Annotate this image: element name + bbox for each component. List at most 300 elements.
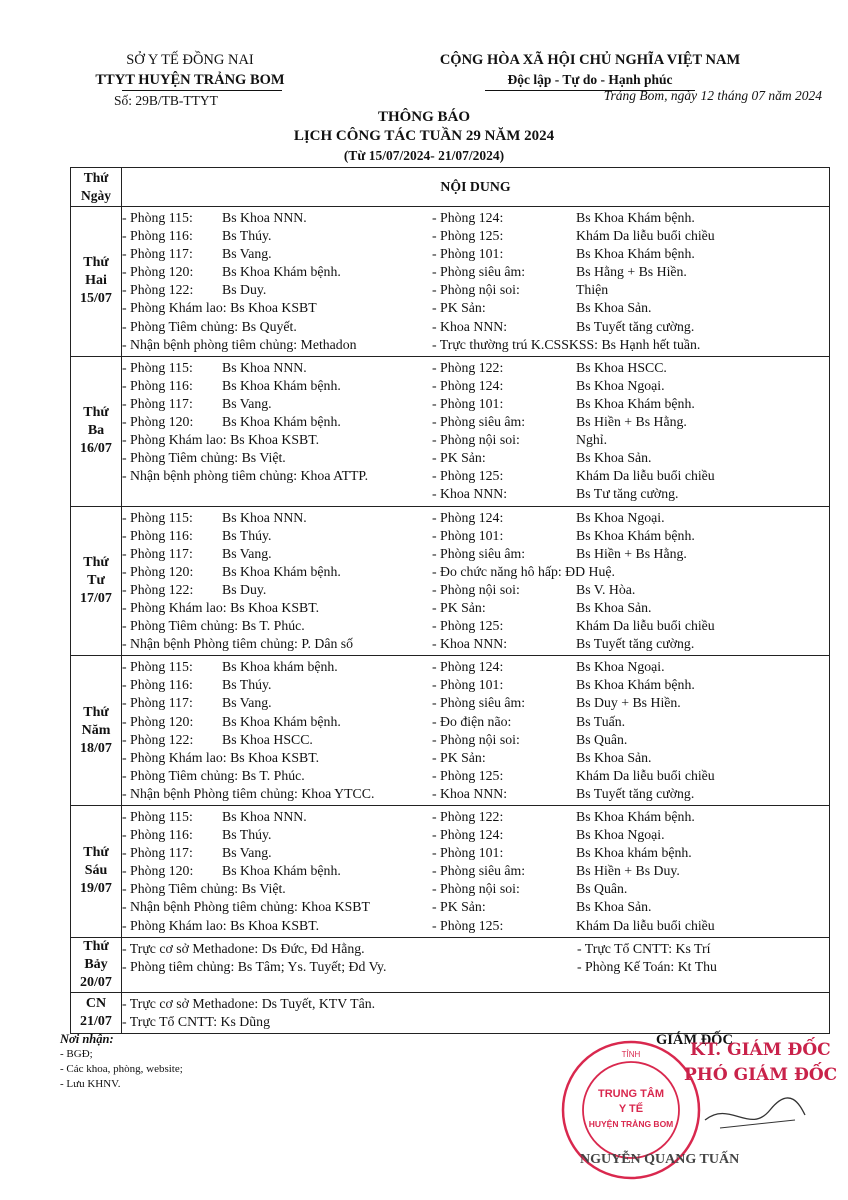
schedule-entry: [122, 880, 432, 898]
entry-label: - Phòng 122:: [432, 809, 504, 824]
table-header-row: [71, 168, 830, 207]
schedule-entry: [432, 635, 829, 653]
schedule-entry: [122, 713, 432, 731]
entry-label: - Nhận bệnh phòng tiêm chủng: Methadon: [122, 336, 357, 352]
signature-scribble: [700, 1090, 810, 1140]
schedule-entry: [122, 581, 432, 599]
entry-value: Bs Khoa Khám bệnh.: [576, 809, 695, 824]
day-label: Thứ: [83, 255, 109, 271]
schedule-entry: [432, 826, 829, 844]
entry-value: Bs Quân.: [576, 731, 628, 747]
schedule-entry: [122, 808, 432, 826]
day-label: 17/07: [80, 590, 112, 606]
schedule-entry: [432, 449, 829, 467]
day-label: Thứ: [83, 938, 109, 954]
schedule-entry: [432, 318, 829, 336]
day-row: [71, 207, 830, 357]
col-day-header-2: Ngày: [81, 188, 111, 203]
schedule-entry: [122, 917, 432, 935]
schedule-entry: [432, 395, 829, 413]
entry-label: - Phòng 124:: [432, 659, 504, 675]
schedule-entry: [432, 413, 829, 431]
entry-value: Bs Khoa Khám bệnh.: [576, 677, 695, 693]
entry-value: Bs Thúy.: [222, 527, 272, 543]
entry-label: - Phòng Khám lao: Bs Khoa KSBT: [122, 300, 317, 316]
entry-label: - Đo chức năng hô hấp: ĐD Huệ.: [432, 563, 615, 579]
entry-label: - Nhận bệnh Phòng tiêm chủng: Khoa KSBT: [122, 899, 370, 915]
entry-label: - Phòng 117:: [122, 695, 193, 711]
day-cell: [71, 506, 122, 656]
schedule-entry: [432, 694, 829, 712]
day-cell: [71, 656, 122, 806]
schedule-entry: [122, 563, 432, 581]
entry-label: - Phòng Khám lao: Bs Khoa KSBT.: [122, 917, 320, 933]
content-right-column: [432, 509, 829, 654]
entry-label: - Phòng nội soi:: [432, 581, 520, 597]
schedule-entry: [432, 545, 829, 563]
col-day-header-1: Thứ: [83, 170, 109, 185]
schedule-entry: [122, 749, 432, 767]
schedule-entry: [122, 844, 432, 862]
entry-label: - Phòng 125:: [432, 228, 504, 244]
entry-value: Bs Khoa Khám bệnh.: [222, 264, 341, 280]
entry-label: - Phòng 122:: [122, 282, 194, 298]
schedule-entry: [432, 336, 829, 354]
entry-label: - Phòng siêu âm:: [432, 414, 526, 430]
schedule-entry: [432, 731, 829, 749]
svg-text:TỈNH: TỈNH: [621, 1050, 641, 1059]
day-content: [122, 656, 830, 806]
entry-label: - Khoa NNN:: [432, 785, 508, 801]
entry-value: Bs Tư tăng cường.: [576, 486, 679, 502]
day-label: 18/07: [80, 740, 112, 756]
day-label: 21/07: [80, 1013, 112, 1029]
entry-label: - PK Sản:: [432, 899, 486, 915]
content-left-column: [122, 359, 432, 504]
entry-value: Bs Vang.: [222, 695, 272, 711]
schedule-entry: [432, 880, 829, 898]
entry-value: Bs Tuyết tăng cường.: [576, 785, 695, 801]
day-content: [122, 207, 830, 357]
entry-label: - Phòng 116:: [122, 677, 193, 693]
entry-label: - Phòng 125:: [432, 917, 504, 933]
signature-role: GIÁM ĐỐC: [656, 1032, 733, 1048]
recipients: [60, 1032, 183, 1092]
entry-value: Bs Hằng + Bs Hiền.: [576, 264, 687, 280]
entry-value: Bs Khoa NNN.: [222, 359, 307, 375]
entry-label: - Phòng 117:: [122, 395, 193, 411]
entry-value: Bs Hiền + Bs Hằng.: [576, 545, 687, 561]
entry-value: Bs Khoa Sản.: [576, 899, 652, 915]
entry-value: Bs Khoa Khám bệnh.: [222, 863, 341, 879]
recipients-title: Nơi nhận:: [60, 1032, 114, 1046]
signature-handwritten: [684, 1038, 838, 1088]
schedule-entry: [432, 917, 829, 935]
schedule-entry: [432, 431, 829, 449]
doc-number: Số: 29B/TB-TTYT: [114, 93, 218, 108]
schedule-entry: [432, 527, 829, 545]
entry-value: Bs Tuấn.: [576, 713, 626, 729]
recipient-item: - Các khoa, phòng, website;: [60, 1063, 183, 1075]
content-left-column: [122, 808, 432, 935]
entry-value: Bs Khoa NNN.: [222, 210, 307, 225]
schedule-entry: - Trực cơ sở Methadone: Ds Tuyết, KTV Tân.: [122, 995, 376, 1011]
schedule-entry: [432, 245, 829, 263]
schedule-entry: [432, 485, 829, 503]
schedule-table: [70, 167, 830, 1034]
day-label: Hai: [85, 273, 107, 289]
schedule-entry: [432, 713, 829, 731]
schedule-entry: [432, 785, 829, 803]
schedule-entry: [432, 263, 829, 281]
schedule-entry: - Phòng Kế Toán: Kt Thu: [577, 958, 717, 974]
entry-label: - Phòng siêu âm:: [432, 264, 526, 280]
entry-value: Bs Khoa Ngoại.: [576, 509, 665, 525]
entry-value: Bs Khoa HSCC.: [576, 359, 667, 375]
day-content: [122, 356, 830, 506]
schedule-entry: [122, 826, 432, 844]
schedule-entry: - Phòng tiêm chủng: Bs Tâm; Ys. Tuyết; Đd Vy.: [122, 958, 387, 974]
schedule-entry: [432, 227, 829, 245]
entry-value: Bs Tuyết tăng cường.: [576, 636, 695, 652]
day-label: Thứ: [83, 704, 109, 720]
schedule-entry: [122, 299, 432, 317]
entry-value: Bs Thúy.: [222, 228, 272, 244]
entry-label: - Phòng 115:: [122, 659, 193, 675]
schedule-entry: [432, 563, 829, 581]
entry-label: - PK Sản:: [432, 450, 486, 466]
entry-value: Bs Vang.: [222, 845, 272, 861]
entry-label: - Phòng 125:: [432, 468, 504, 484]
entry-label: - Phòng 120:: [122, 563, 194, 579]
entry-label: - Phòng nội soi:: [432, 432, 520, 448]
entry-label: - Phòng 115:: [122, 509, 193, 525]
entry-value: Bs Khoa Ngoại.: [576, 659, 665, 675]
day-row: [71, 806, 830, 938]
col-content-header: NỘI DUNG: [122, 168, 830, 207]
entry-label: - Phòng Tiêm chủng: Bs Quyết.: [122, 318, 297, 334]
entry-label: - Phòng 116:: [122, 228, 193, 244]
entry-value: Bs Tuyết tăng cường.: [576, 318, 695, 334]
recipient-item: - BGĐ;: [60, 1048, 93, 1060]
content-right-column: [432, 808, 829, 935]
entry-label: - PK Sản:: [432, 749, 486, 765]
entry-label: - Phòng 124:: [432, 210, 504, 225]
schedule-entry: [122, 676, 432, 694]
day-label: 19/07: [80, 881, 112, 897]
entry-value: Bs Vang.: [222, 246, 272, 262]
schedule-entry: [122, 395, 432, 413]
place-date: Trảng Bom, ngày 12 tháng 07 năm 2024: [603, 88, 822, 103]
schedule-entry: - Trực Tổ CNTT: Ks Trí: [577, 940, 711, 956]
header-left: [60, 50, 320, 111]
schedule-entry: - Trực Tổ CNTT: Ks Dũng: [122, 1013, 270, 1029]
entry-value: Bs Khoa Khám bệnh.: [222, 713, 341, 729]
entry-label: - Phòng 120:: [122, 863, 194, 879]
schedule-entry: [122, 263, 432, 281]
entry-value: Bs Hiền + Bs Hằng.: [576, 414, 687, 430]
header-right: [380, 50, 800, 91]
day-label: Năm: [81, 722, 111, 738]
entry-value: Bs Duy.: [222, 581, 267, 597]
entry-value: Bs Khoa Sản.: [576, 599, 652, 615]
entry-value: Khám Da liễu buổi chiều: [576, 468, 715, 484]
day-row: [71, 506, 830, 656]
entry-value: Bs Khoa Khám bệnh.: [576, 395, 695, 411]
entry-value: Bs Thúy.: [222, 827, 272, 843]
schedule-entry: [122, 527, 432, 545]
content-right-column: [432, 658, 829, 803]
entry-value: Nghỉ.: [576, 432, 608, 448]
entry-label: - Phòng 120:: [122, 713, 194, 729]
content-left-column: [122, 940, 577, 976]
entry-label: - Phòng 117:: [122, 545, 193, 561]
entry-label: - Phòng 122:: [122, 731, 194, 747]
content-left-column: [122, 658, 432, 803]
entry-label: - Phòng 117:: [122, 845, 193, 861]
handwritten-line-2: PHÓ GIÁM ĐỐC: [684, 1065, 838, 1085]
entry-label: - Phòng 122:: [432, 359, 504, 375]
entry-label: - Phòng Tiêm chủng: Bs T. Phúc.: [122, 767, 305, 783]
entry-label: - Nhận bệnh Phòng tiêm chủng: P. Dân số: [122, 636, 354, 652]
schedule-entry: [122, 731, 432, 749]
entry-label: - Phòng 116:: [122, 377, 193, 393]
day-rows: [71, 207, 830, 1034]
entry-label: - Phòng nội soi:: [432, 881, 520, 897]
schedule-entry: [432, 299, 829, 317]
day-cell: [71, 937, 122, 992]
schedule-entry: [432, 749, 829, 767]
day-label: Ba: [87, 423, 105, 439]
entry-value: Khám Da liễu buổi chiều: [576, 228, 715, 244]
entry-label: - Phòng Khám lao: Bs Khoa KSBT.: [122, 432, 320, 448]
day-label: 20/07: [80, 974, 112, 990]
entry-label: - Phòng 115:: [122, 809, 193, 824]
day-label: Sáu: [84, 863, 108, 879]
entry-label: - Phòng 125:: [432, 618, 504, 634]
entry-label: - Phòng nội soi:: [432, 731, 520, 747]
entry-value: Bs Khoa Sản.: [576, 300, 652, 316]
entry-value: Bs V. Hòa.: [576, 581, 636, 597]
entry-label: - Khoa NNN:: [432, 486, 508, 502]
content-left-column: [122, 509, 432, 654]
entry-value: Khám Da liễu buổi chiều: [576, 917, 715, 933]
org-parent: SỞ Y TẾ ĐỒNG NAI: [126, 52, 254, 68]
entry-value: Bs Khoa khám bệnh.: [222, 659, 338, 675]
entry-value: Bs Duy.: [222, 282, 267, 298]
schedule-entry: [122, 209, 432, 227]
entry-value: Bs Khoa Ngoại.: [576, 377, 665, 393]
entry-label: - Phòng 116:: [122, 827, 193, 843]
schedule-entry: [432, 617, 829, 635]
entry-value: Bs Khoa NNN.: [222, 509, 307, 525]
entry-label: - Phòng 101:: [432, 527, 504, 543]
day-content: [122, 937, 830, 992]
schedule-entry: [432, 467, 829, 485]
schedule-entry: [122, 617, 432, 635]
entry-label: - Phòng 122:: [122, 581, 194, 597]
schedule-entry: [432, 581, 829, 599]
schedule-entry: [122, 431, 432, 449]
content-right-column: [577, 940, 829, 976]
schedule-entry: [122, 318, 432, 336]
entry-value: Bs Khoa Khám bệnh.: [576, 246, 695, 262]
entry-label: - Đo điện não:: [432, 713, 512, 729]
day-content: [122, 506, 830, 656]
motto: Độc lập - Tự do - Hạnh phúc: [507, 72, 673, 87]
handwritten-line-1: KT. GIÁM ĐỐC: [690, 1040, 831, 1060]
schedule-entry: [122, 509, 432, 527]
entry-label: - Phòng 101:: [432, 677, 504, 693]
document-title: [0, 108, 848, 165]
entry-label: - Trực thường trú K.CSSKSS: Bs Hạnh hết tuần.: [432, 336, 701, 352]
entry-value: Bs Khoa Khám bệnh.: [222, 563, 341, 579]
entry-label: - Phòng Khám lao: Bs Khoa KSBT.: [122, 599, 320, 615]
entry-value: Bs Khoa Sản.: [576, 450, 652, 466]
schedule-entry: [432, 509, 829, 527]
col-day-header: [71, 168, 122, 207]
schedule-entry: [432, 359, 829, 377]
day-row-saturday: [71, 937, 830, 992]
entry-value: Bs Khoa HSCC.: [222, 731, 313, 747]
schedule-entry: [432, 599, 829, 617]
schedule-entry: [122, 635, 432, 653]
day-row-sunday: [71, 992, 830, 1033]
schedule-entry: [122, 767, 432, 785]
content-right-column: [432, 209, 829, 354]
title-notice: THÔNG BÁO: [377, 109, 471, 125]
entry-label: - Nhận bệnh phòng tiêm chủng: Khoa ATTP.: [122, 468, 369, 484]
schedule-entry: [122, 599, 432, 617]
entry-label: - PK Sản:: [432, 300, 486, 316]
day-row: [71, 356, 830, 506]
day-cell: [71, 992, 122, 1033]
schedule-entry: [122, 227, 432, 245]
day-label: CN: [85, 995, 107, 1011]
schedule-entry: [432, 844, 829, 862]
schedule-entry: [122, 449, 432, 467]
country-name: CỘNG HÒA XÃ HỘI CHỦ NGHĨA VIỆT NAM: [439, 52, 741, 68]
day-label: Tư: [87, 572, 105, 588]
entry-value: Bs Quân.: [576, 881, 628, 897]
schedule-entry: [122, 281, 432, 299]
schedule-entry: [122, 467, 432, 485]
day-content: [122, 992, 830, 1033]
entry-label: - Phòng 125:: [432, 767, 504, 783]
schedule-entry: [122, 359, 432, 377]
entry-label: - Phòng 124:: [432, 827, 504, 843]
entry-label: - Phòng 120:: [122, 264, 194, 280]
day-label: Bảy: [84, 956, 108, 972]
title-period: (Từ 15/07/2024- 21/07/2024): [343, 148, 505, 163]
schedule-entry: [122, 898, 432, 916]
signer-name: NGUYỄN QUANG TUẤN: [580, 1152, 740, 1167]
entry-value: Bs Khoa Ngoại.: [576, 827, 665, 843]
entry-value: Bs Thúy.: [222, 677, 272, 693]
schedule-entry: [432, 209, 829, 227]
entry-label: - Phòng 117:: [122, 246, 193, 262]
schedule-entry: [432, 281, 829, 299]
schedule-entry: [432, 898, 829, 916]
day-row: [71, 656, 830, 806]
svg-text:HUYỆN TRẢNG BOM: HUYỆN TRẢNG BOM: [588, 1119, 674, 1129]
schedule-entry: [122, 245, 432, 263]
content-left-column: [122, 209, 432, 354]
entry-label: - Khoa NNN:: [432, 636, 508, 652]
day-cell: [71, 207, 122, 357]
schedule-entry: [122, 694, 432, 712]
entry-value: Bs Khoa NNN.: [222, 809, 307, 824]
schedule-entry: [122, 413, 432, 431]
entry-label: - Phòng siêu âm:: [432, 863, 526, 879]
entry-label: - Phòng 124:: [432, 509, 504, 525]
entry-value: Bs Hiền + Bs Duy.: [576, 863, 680, 879]
schedule-entry: [122, 862, 432, 880]
entry-label: - Nhận bệnh Phòng tiêm chủng: Khoa YTCC.: [122, 785, 375, 801]
schedule-entry: [432, 862, 829, 880]
entry-value: Khám Da liễu buổi chiều: [576, 618, 715, 634]
entry-value: Bs Khoa Khám bệnh.: [222, 414, 341, 430]
entry-label: - Phòng Tiêm chủng: Bs Việt.: [122, 450, 286, 466]
entry-value: Bs Khoa khám bệnh.: [576, 845, 692, 861]
entry-label: - Phòng 101:: [432, 845, 504, 861]
entry-label: - Phòng nội soi:: [432, 282, 520, 298]
entry-value: Bs Khoa Khám bệnh.: [222, 377, 341, 393]
title-schedule: LỊCH CÔNG TÁC TUẦN 29 NĂM 2024: [293, 128, 555, 144]
org-name: TTYT HUYỆN TRẢNG BOM: [95, 72, 285, 88]
schedule-entry: [432, 377, 829, 395]
schedule-entry: [122, 377, 432, 395]
entry-label: - Phòng Tiêm chủng: Bs T. Phúc.: [122, 618, 305, 634]
schedule-entry: [122, 658, 432, 676]
entry-label: - Phòng Tiêm chủng: Bs Việt.: [122, 881, 286, 897]
entry-label: - Phòng siêu âm:: [432, 545, 526, 561]
entry-value: Khám Da liễu buổi chiều: [576, 767, 715, 783]
entry-label: - Khoa NNN:: [432, 318, 508, 334]
schedule-entry: [122, 545, 432, 563]
day-content: [122, 806, 830, 938]
day-label: 15/07: [80, 291, 112, 307]
day-cell: [71, 356, 122, 506]
entry-value: Bs Duy + Bs Hiền.: [576, 695, 681, 711]
schedule-entry: [122, 785, 432, 803]
svg-text:Y TẾ: Y TẾ: [618, 1103, 644, 1115]
entry-label: - Phòng 116:: [122, 527, 193, 543]
entry-label: - Phòng 115:: [122, 210, 193, 225]
entry-value: Bs Vang.: [222, 395, 272, 411]
schedule-entry: [432, 658, 829, 676]
day-label: Thứ: [83, 554, 109, 570]
schedule-entry: [432, 676, 829, 694]
entry-label: - Phòng siêu âm:: [432, 695, 526, 711]
svg-text:TRUNG TÂM: TRUNG TÂM: [598, 1088, 664, 1100]
day-cell: [71, 806, 122, 938]
entry-label: - Phòng 101:: [432, 395, 504, 411]
entry-value: Thiện: [576, 282, 609, 298]
schedule-entry: - Trực cơ sở Methadone: Ds Đức, Đd Hằng.: [122, 940, 365, 956]
content-right-column: [432, 359, 829, 504]
schedule-entry: [122, 336, 432, 354]
entry-value: Bs Khoa Khám bệnh.: [576, 527, 695, 543]
recipient-item: - Lưu KHNV.: [60, 1078, 121, 1090]
schedule-entry: [432, 808, 829, 826]
entry-label: - Phòng 120:: [122, 414, 194, 430]
entry-label: - Phòng 115:: [122, 359, 193, 375]
entry-value: Bs Vang.: [222, 545, 272, 561]
day-label: Thứ: [83, 405, 109, 421]
entry-value: Bs Khoa Khám bệnh.: [576, 210, 695, 225]
entry-label: - Phòng Khám lao: Bs Khoa KSBT.: [122, 749, 320, 765]
